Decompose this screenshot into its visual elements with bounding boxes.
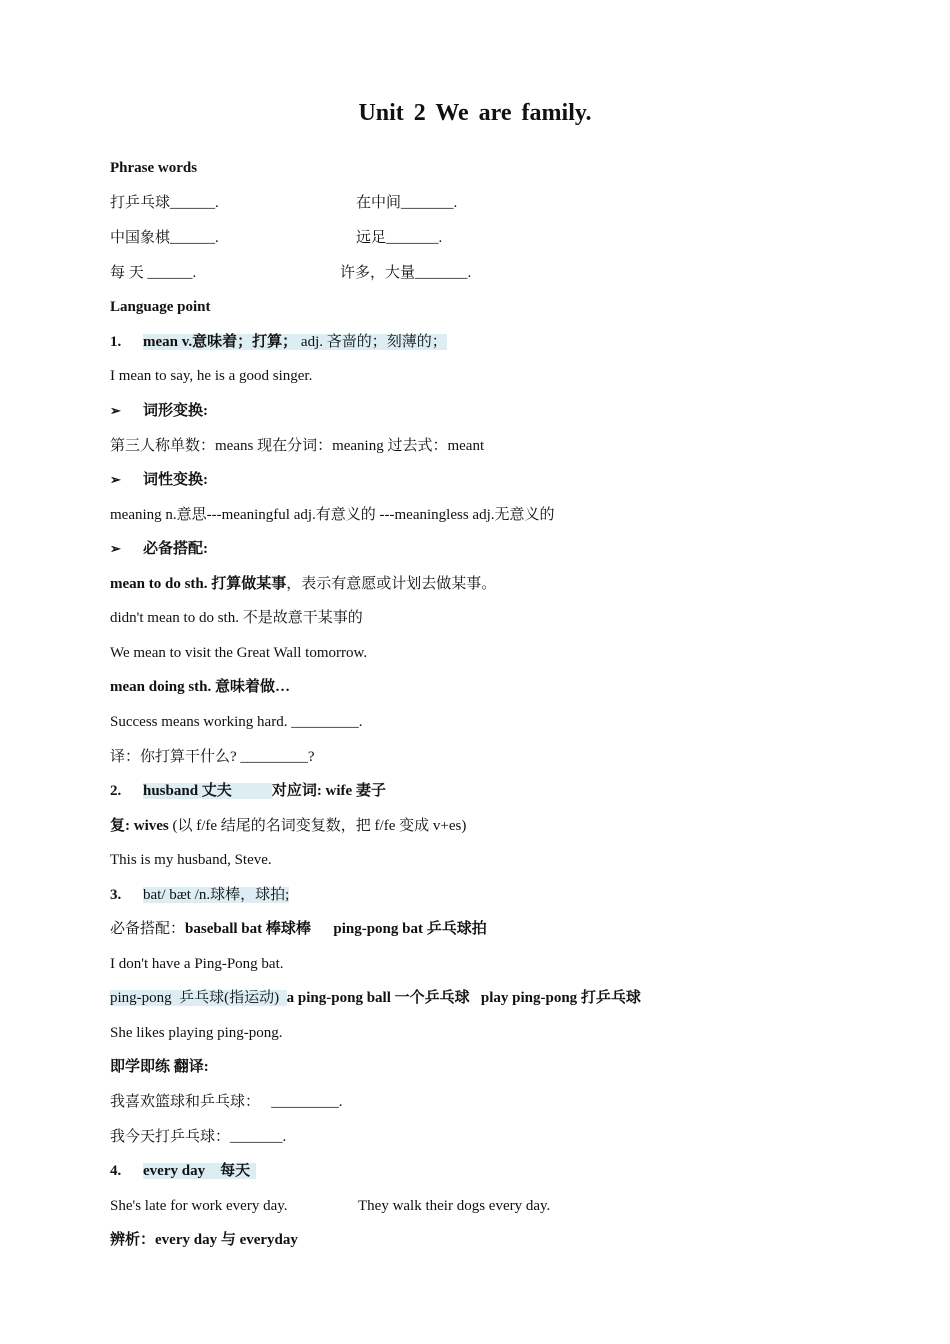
arrow-bullet-icon: ➢ xyxy=(110,403,121,418)
arrow-bullet-icon: ➢ xyxy=(110,472,121,487)
page-title: Unit 2 We are family. xyxy=(358,100,592,126)
item-2-heading xyxy=(110,781,386,801)
forms-text: 第三人称单数：means 现在分词：meaning 过去式：meant xyxy=(110,438,485,454)
collocation-mean-to-do: mean to do sth. 打算做某事，表示有意愿或计划去做某事。 xyxy=(110,576,497,592)
practice-heading: 即学即练 翻译: xyxy=(110,1059,209,1075)
translate-exercise: 译：你打算干什么? _________? xyxy=(110,749,315,765)
language-point-heading: Language point xyxy=(110,299,211,315)
collocation-example: We mean to visit the Great Wall tomorrow. xyxy=(110,645,368,661)
item-4-distinguish: 辨析：every day 与 everyday xyxy=(110,1232,298,1248)
phrase-row-3-left: 每 天 ______. xyxy=(110,265,197,281)
practice-2: 我今天打乒乓球：_______. xyxy=(110,1129,287,1145)
collocation-mean-doing: mean doing sth. 意味着做… xyxy=(110,679,291,695)
item-4-example-a: She's late for work every day. xyxy=(110,1198,288,1214)
item-4-example-b: They walk their dogs every day. xyxy=(358,1198,551,1214)
item-1-term: mean v.意味着；打算； adj. 吝啬的；刻薄的； xyxy=(143,334,447,350)
pos-heading-row: ➢ 词性变换: xyxy=(110,472,208,488)
item-3-example: I don't have a Ping-Pong bat. xyxy=(110,956,284,972)
phrase-row-3-right: 许多，大量_______. xyxy=(340,265,472,281)
item-3-example-2: She likes playing ping-pong. xyxy=(110,1025,283,1041)
collocation-example-2: Success means working hard. _________. xyxy=(110,714,363,730)
item-1-number: 1. xyxy=(110,334,122,350)
phrase-row-2-left: 中国象棋______. xyxy=(110,230,219,246)
item-4-term: every day 每天 xyxy=(143,1163,256,1179)
item-4-number: 4. xyxy=(110,1163,122,1179)
item-2-plural: 复: wives (以 f/fe 结尾的名词变复数，把 f/fe 变成 v+es) xyxy=(110,818,467,834)
item-2-opposite: 对应词: wife 妻子 xyxy=(271,783,386,799)
item-2-number: 2. xyxy=(110,783,122,799)
item-3-collocation: 必备搭配：baseball bat 棒球棒 ping-pong bat 乒乓球拍 xyxy=(110,921,487,937)
item-1-heading xyxy=(110,332,447,352)
item-1-example: I mean to say, he is a good singer. xyxy=(110,368,313,384)
arrow-bullet-icon: ➢ xyxy=(110,541,121,556)
item-2-term: husband 丈夫 xyxy=(143,783,272,799)
item-2-example: This is my husband, Steve. xyxy=(110,852,272,868)
phrase-row-1-right: 在中间_______. xyxy=(356,195,458,211)
phrase-row-1-left: 打乒乓球______. xyxy=(110,195,219,211)
item-3-heading xyxy=(110,885,289,905)
pos-text: meaning n.意思---meaningful adj.有意义的 ---meaningless adj.无意义的 xyxy=(110,507,555,523)
collocation-negative: didn't mean to do sth. 不是故意干某事的 xyxy=(110,610,363,626)
phrase-words-heading: Phrase words xyxy=(110,160,198,176)
item-3-term: bat/ bæt /n.球棒，球拍; xyxy=(143,887,290,903)
item-3-number: 3. xyxy=(110,887,122,903)
collocation-heading-row: ➢ 必备搭配: xyxy=(110,541,208,557)
item-3-pingpong: ping-pong 乒乓球(指运动) a ping-pong ball 一个乒乓球 play ping-pong 打乒乓球 xyxy=(110,990,641,1006)
phrase-row-2-right: 远足_______. xyxy=(356,230,443,246)
item-4-heading xyxy=(110,1161,256,1181)
forms-heading-row: ➢ 词形变换: xyxy=(110,403,208,419)
practice-1: 我喜欢篮球和乒乓球： _________. xyxy=(110,1094,343,1110)
